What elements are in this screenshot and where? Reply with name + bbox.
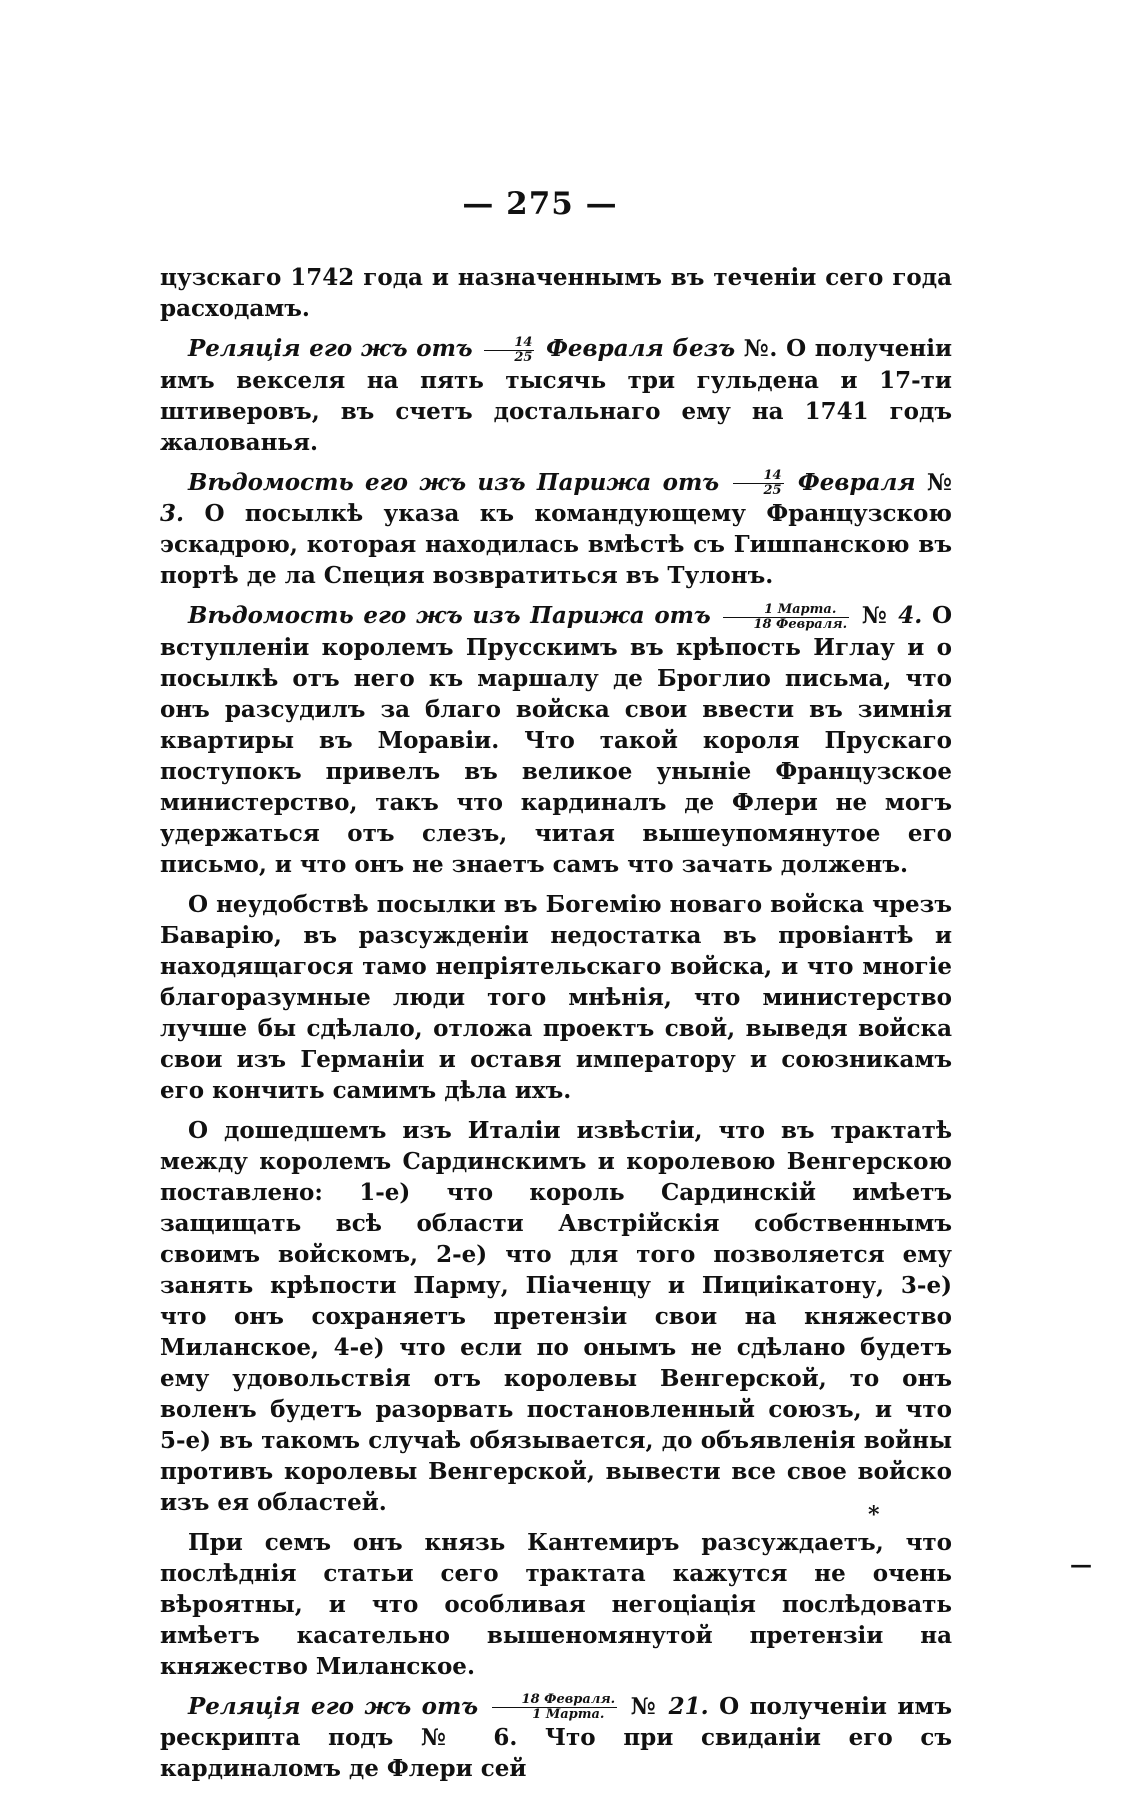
entry-number-sign: №	[630, 1692, 659, 1720]
fraction-numerator: 14	[733, 469, 783, 484]
paragraph-8	[160, 1691, 952, 1785]
entry-number-sign: №	[926, 468, 952, 496]
date-fraction	[492, 1693, 618, 1722]
date-fraction	[484, 336, 534, 365]
entry-body: О посылкѣ указа къ командующему Французскою эскадрою, которая находилась вмѣстѣ съ Гишпанскою въ портѣ де ла Специя возвратиться въ Тулонъ.	[160, 500, 952, 589]
paragraph-2	[160, 333, 952, 458]
fraction-numerator: 1 Марта.	[723, 603, 849, 618]
fraction-numerator: 14	[484, 336, 534, 351]
dash-mark: —	[1070, 1552, 1092, 1578]
body-text	[160, 262, 952, 1793]
entry-heading: Реляція его жъ отъ	[188, 1692, 479, 1720]
entry-body: О полученіи имъ рескрипта подъ № 6. Что при свиданіи его съ кардиналомъ де Флери сей	[160, 1692, 953, 1782]
fraction-denominator: 25	[763, 483, 782, 498]
entry-number: 3.	[160, 500, 185, 527]
paragraph-7: При семъ онъ князь Кантемиръ разсуждаетъ, что послѣднія статьи сего трактата кажутся не очень вѣроятны, и что особливая негоціація послѣдовать имѣетъ касательно вышеномянутой претензіи на княжество Миланское.	[160, 1528, 952, 1680]
entry-number: 4.	[898, 602, 923, 629]
entry-number: №.	[743, 335, 778, 362]
asterisk-mark: *	[868, 1502, 880, 1528]
paragraph-1: цузскаго 1742 года и назначеннымъ въ теченіи сего года расходамъ.	[160, 264, 952, 322]
entry-body: О полученіи имъ векселя на пять тысячь три гульдена и 17-ти штиверовъ, въ счетъ достальнаго ему на 1741 годъ жалованья.	[160, 335, 953, 456]
entry-heading-cont: Февраля безъ	[546, 335, 736, 362]
paragraph-6: О дошедшемъ изъ Италіи извѣстіи, что въ трактатѣ между королемъ Сардинскимъ и королевою Венгерскою поставлено: 1-е) что король Сардинскій имѣетъ защищать всѣ области Австрійскія собственнымъ своимъ войскомъ, 2-е) что для того позволяется ему занять крѣпости Парму, Піаченцу и Пициікатону, 3-е) что онъ сохраняетъ претензіи свои на княжество Миланское, 4-е) что если по онымъ не сдѣлано будетъ ему удовольствія отъ королевы Венгерской, то онъ воленъ будетъ разорвать постановленный союзъ, и что 5-е) въ такомъ случаѣ обязывается, до объявленія войны противъ королевы Венгерской, вывести все свое войско изъ ея областей.	[160, 1116, 952, 1516]
entry-heading-cont: Февраля	[797, 468, 916, 496]
entry-heading: Вѣдомость его жъ изъ Парижа отъ	[188, 468, 720, 496]
entry-number-sign: №	[861, 602, 889, 629]
paragraph-3	[160, 467, 952, 592]
paragraph-4	[160, 600, 952, 880]
fraction-numerator: 18 Февраля.	[492, 1693, 618, 1708]
fraction-denominator: 1 Марта.	[532, 1707, 605, 1722]
fraction-denominator: 18 Февраля.	[753, 616, 848, 632]
fraction-denominator: 25	[514, 349, 533, 365]
date-fraction	[723, 603, 849, 632]
entry-heading: Вѣдомость его жъ изъ Парижа отъ	[188, 602, 711, 629]
page-number: — 275 —	[462, 186, 618, 222]
date-fraction	[733, 469, 783, 498]
entry-body: О вступленіи королемъ Прусскимъ въ крѣпость Иглау и о посылкѣ отъ него къ маршалу де Броглио письма, что онъ разсудилъ за благо войска свои ввести въ зимнія квартиры въ Моравіи. Что такой короля Прускаго поступокъ привелъ въ великое уныніе Французское министерство, такъ что кардиналъ де Флери не могъ удержаться отъ слезъ, читая вышеупомянутое его письмо, и что онъ не знаетъ самъ что зачать долженъ.	[160, 602, 953, 878]
entry-heading: Реляція его жъ отъ	[188, 335, 473, 362]
entry-number: 21.	[668, 1692, 709, 1720]
paragraph-5: О неудобствѣ посылки въ Богемію новаго войска чрезъ Баварію, въ разсужденіи недостатка въ провіантѣ и находящагося тамо непріятельскаго войска, и что многіе благоразумные люди того мнѣнія, что министерство лучше бы сдѣлало, отложа проектъ свой, выведя войска свои изъ Германіи и оставя императору и союзникамъ его кончить самимъ дѣла ихъ.	[160, 890, 952, 1104]
